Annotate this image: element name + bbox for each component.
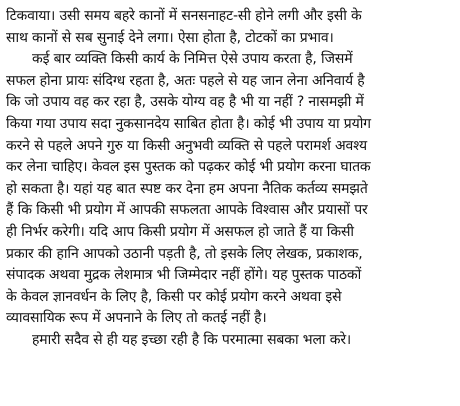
text-line: हैं कि किसी भी प्रयोग में आपकी सफलता आपके विश्वास और प्रयासों पर (6, 202, 368, 219)
text-line: करने से पहले अपने गुरु या किसी अनुभवी व्यक्ति से पहले परामर्श अवश्य (6, 137, 367, 154)
text-line: ही निर्भर करेगी। यदि आप किसी प्रयोग में असफल हो जाते हैं या किसी (6, 223, 354, 240)
text-line: किया गया उपाय सदा नुकसानदेय साबित होता है। कोई भी उपाय या प्रयोग (6, 115, 371, 132)
text-line: कि जो उपाय वह कर रहा है, उसके योग्य वह है भी या नहीं ? नासमझी में (6, 94, 364, 111)
text-line: टिकवाया। उसी समय बहरे कानों में सनसनाहट-सी होने लगी और इसी के (6, 8, 362, 24)
text-line: प्रकार की हानि आपको उठानी पड़ती है, तो इसके लिए लेखक, प्रकाशक, (6, 245, 363, 262)
body-text (6, 6, 452, 352)
text-line: संपादक अथवा मुद्रक लेशमात्र भी जिम्मेदार नहीं होंगे। यह पुस्तक पाठकों (6, 267, 362, 284)
text-line: कर लेना चाहिए। केवल इस पुस्तक को पढ़कर कोई भी प्रयोग करना घातक (6, 159, 371, 176)
text-line: हो सकता है। यहां यह बात स्पष्ट कर देना हम अपना नैतिक कर्तव्य समझते (6, 180, 368, 197)
text-line: व्यावसायिक रूप में अपनाने के लिए तो कतई नहीं है। (6, 310, 267, 327)
paragraph-start-line: कई बार व्यक्ति किसी कार्य के निमित्त ऐसे उपाय करता है, जिसमें (32, 51, 353, 68)
paragraph-start-line: हमारी सदैव से ही यह इच्छा रही है कि परमात्मा सबका भला करे। (32, 331, 352, 348)
text-line: साथ कानों से सब सुनाई देने लगा। ऐसा होता है, टोटकों का प्रभाव। (6, 29, 334, 46)
text-line: के केवल ज्ञानवर्धन के लिए है, किसी पर कोई प्रयोग करने अथवा इसे (6, 288, 342, 305)
text-line: सफल होना प्रायः संदिग्ध रहता है, अतः पहले से यह जान लेना अनिवार्य है (6, 72, 365, 89)
